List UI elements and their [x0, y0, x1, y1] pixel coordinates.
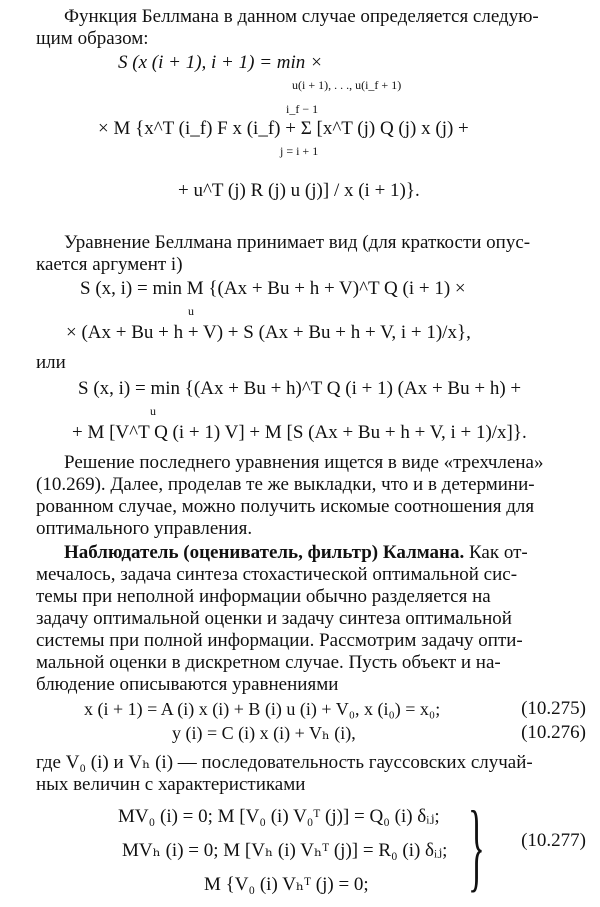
paragraph-kalman-line3: темы при неполной информации обычно разделяется на	[36, 586, 491, 607]
equation-number-276: (10.276)	[521, 722, 586, 743]
paragraph-bellman-line2: щим образом:	[36, 28, 149, 49]
paragraph-where-line2: ных величин с характеристиками	[36, 774, 306, 795]
paragraph-kalman-line1	[36, 542, 588, 564]
formula-bellman-3: + u^T (j) R (j) u (j)] / x (i + 1)}.	[178, 180, 420, 201]
formula-bellman-2: × M {x^T (i_f) F x (i_f) + Σ [x^T (j) Q (j) x (j) +	[98, 118, 469, 139]
paragraph-solution-line4: оптимального управления.	[36, 518, 253, 539]
formula-bellman-1: S (x (i + 1), i + 1) = min ×	[118, 52, 323, 73]
formula-bellman-eq-3: S (x, i) = min {(Ax + Bu + h)^T Q (i + 1) (Ax + Bu + h) +	[78, 378, 522, 399]
formula-characteristics-1: MV₀ (i) = 0; M [V₀ (i) V₀ᵀ (j)] = Q₀ (i) δᵢⱼ;	[118, 806, 440, 827]
formula-characteristics-3: M {V₀ (i) Vₕᵀ (j) = 0;	[204, 874, 369, 895]
formula-observation-equation: y (i) = C (i) x (i) + Vₕ (i),	[172, 723, 356, 743]
formula-min-u-2: u	[150, 404, 156, 418]
word-or: или	[36, 352, 66, 373]
paragraph-solution-line1: Решение последнего уравнения ищется в виде «трехчлена»	[64, 452, 544, 473]
paragraph-bellman-line1: Функция Беллмана в данном случае определяется следую-	[64, 6, 539, 27]
paragraph-kalman-line5: системы при полной информации. Рассмотрим задачу опти-	[36, 630, 523, 651]
formula-bellman-eq-1: S (x, i) = min M {(Ax + Bu + h + V)^T Q (i + 1) ×	[80, 278, 466, 299]
formula-min-subscript: u(i + 1), . . ., u(i_f + 1)	[292, 78, 402, 92]
formula-object-equation: x (i + 1) = A (i) x (i) + B (i) u (i) + V₀, x (i₀) = x₀;	[84, 699, 441, 719]
formula-sum-lower: j = i + 1	[280, 144, 319, 158]
formula-sum-upper: i_f − 1	[286, 102, 319, 116]
formula-min-u-1: u	[188, 304, 194, 318]
formula-bellman-eq-4: + M [V^T Q (i + 1) V] + M [S (Ax + Bu + h + V, i + 1)/x]}.	[72, 422, 527, 443]
paragraph-solution-line3: рованном случае, можно получить искомые соотношения для	[36, 496, 535, 517]
kalman-heading: Наблюдатель (оцениватель, фильтр) Калмана.	[64, 542, 465, 563]
paragraph-kalman-line6: мальной оценки в дискретном случае. Пусть объект и на-	[36, 652, 501, 673]
equation-number-275: (10.275)	[521, 698, 586, 719]
paragraph-kalman-line4: задачу оптимальной оценки и задачу синтеза оптимальной	[36, 608, 512, 629]
equation-number-277: (10.277)	[521, 830, 586, 851]
right-brace: }	[468, 790, 485, 901]
paragraph-where-line1: где V₀ (i) и Vₕ (i) — последовательность гауссовских случай-	[36, 752, 533, 773]
paragraph-kalman-line7: блюдение описываются уравнениями	[36, 674, 339, 695]
kalman-line1-rest: Как от-	[468, 542, 528, 563]
paragraph-equation-line2: кается аргумент i)	[36, 254, 183, 275]
formula-characteristics-2: MVₕ (i) = 0; M [Vₕ (i) Vₕᵀ (j)] = R₀ (i) δᵢⱼ;	[122, 840, 448, 861]
paragraph-solution-line2: (10.269). Далее, проделав те же выкладки, что и в детермини-	[36, 474, 535, 495]
formula-bellman-eq-2: × (Ax + Bu + h + V) + S (Ax + Bu + h + V, i + 1)/x},	[66, 322, 471, 343]
paragraph-equation-line1: Уравнение Беллмана принимает вид (для краткости опус-	[64, 232, 531, 253]
paragraph-kalman-line2: мечалось, задача синтеза стохастической оптимальной сис-	[36, 564, 518, 585]
